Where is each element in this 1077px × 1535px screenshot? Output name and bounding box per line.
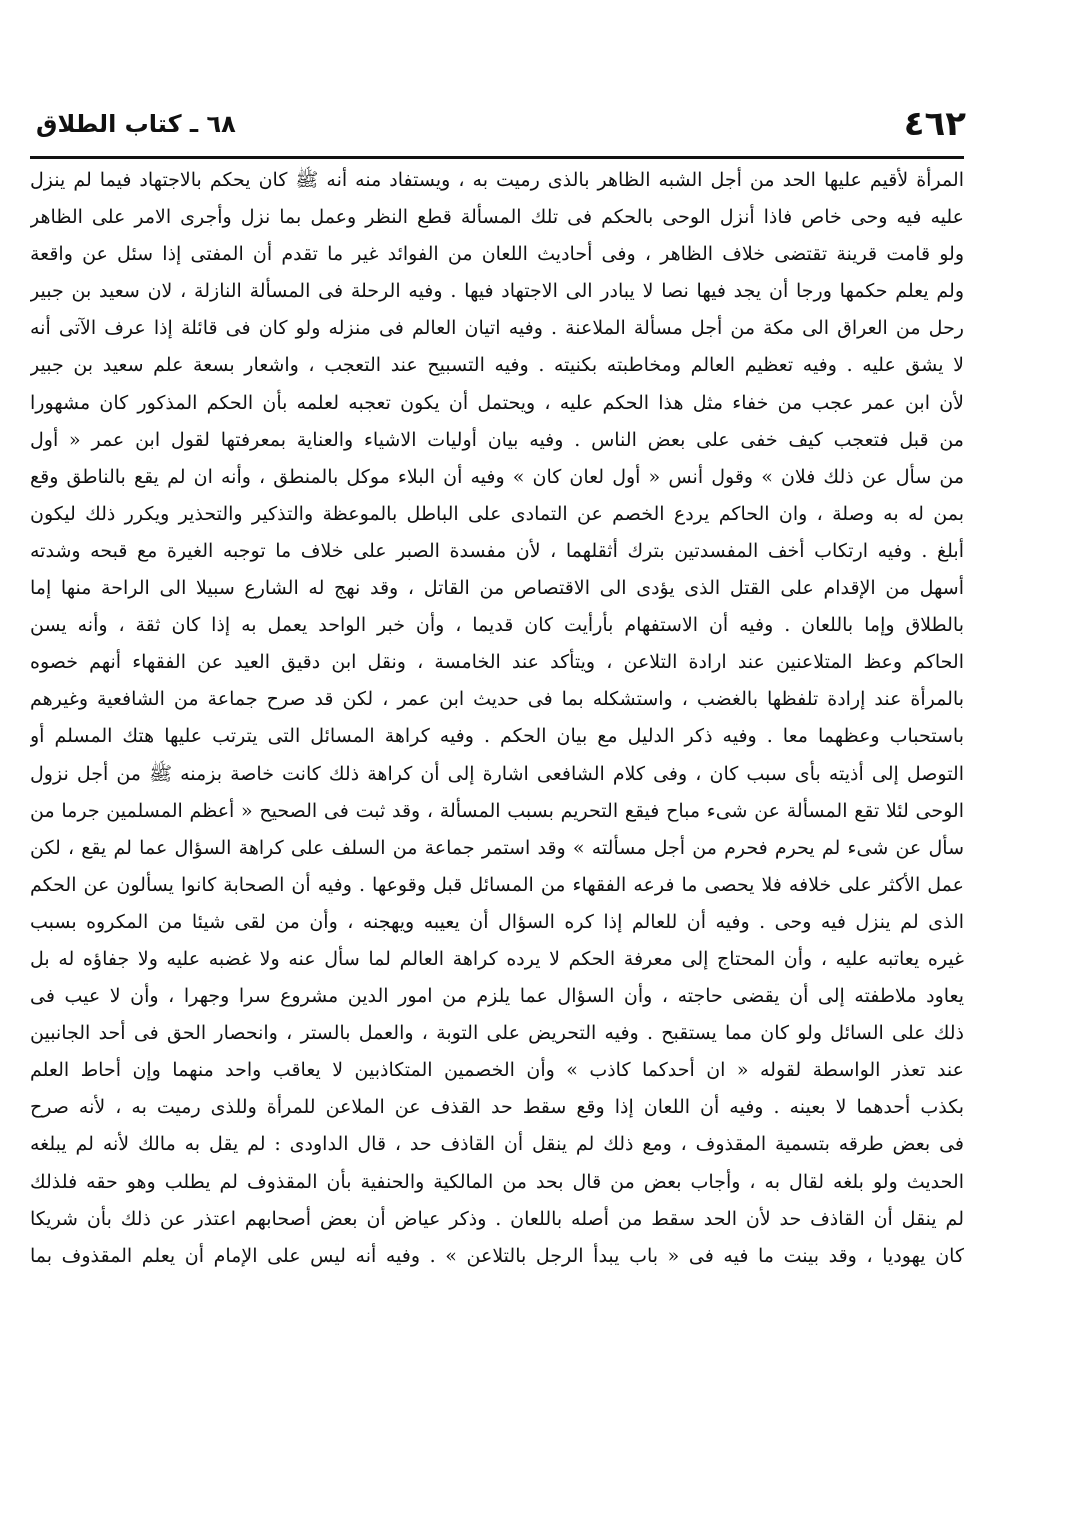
- text-line: لا يشق عليه . وفيه تعظيم العالم ومخاطبته بكنيته . وفيه التسبيح عند التعجب ، واشعار بسعة علم سعيد بن جبير: [30, 354, 964, 377]
- text-line: من سأل عن ذلك فلان » وقول أنس « أول لعان كان » وفيه أن البلاء موكل بالمنطق ، وأنه ان لم يقع بالناطق وقع: [30, 465, 964, 488]
- text-line: عليه فيه وحى خاص فاذا أنزل الوحى بالحكم فى تلك المسألة قطع النظر وعمل بما نزل وأجرى الامر على الظاهر: [30, 206, 964, 229]
- text-line: سأل عن شىء لم يحرم فحرم من أجل مسألته » وقد استمر جماعة من السلف على كراهة السؤال عما لم يقع ، لكن: [30, 836, 964, 859]
- text-line: فى بعض طرقه بتسمية المقذوف ، ومع ذلك لم ينقل أن القاذف حد ، قال الداودى : لم يقل به مالك لأنه لم يبلغه: [30, 1133, 964, 1156]
- text-line: ولو قامت قرينة تقتضى خلاف الظاهر ، وفى أحاديث اللعان من الفوائد غير ما تقدم أن المفتى إذا سئل عن واقعة: [30, 243, 964, 266]
- text-line: عمل الأكثر على خلافه فلا يحصى ما فرعه الفقهاء من المسائل قبل وقوعها . وفيه أن الصحابة كانوا يسألون عن الحكم: [30, 873, 964, 896]
- text-line: عند تعذر الواسطة لقوله « ان أحدكما كاذب » وأن الخصمين المتكاذبين لا يعاقب واحد منهما وإن أحاط العلم: [30, 1059, 964, 1082]
- text-line: الذى لم ينزل فيه وحى . وفيه أن للعالم إذا كره السؤال أن يعيبه ويهجنه ، وأن من لقى شيئا من المكروه بسبب: [30, 910, 964, 933]
- running-title: ٦٨ ـ كتاب الطلاق: [36, 110, 236, 138]
- text-line: بكذب أحدهما لا بعينه . وفيه أن اللعان إذا وقع سقط حد القذف عن الملاعن للمرأة وللذى رميت به ، لأنه صرح: [30, 1096, 964, 1119]
- text-line: الوحى لئلا تقع المسألة عن شىء مباح فيقع التحريم بسبب المسألة ، وقد ثبت فى الصحيح « أعظم المسلمين جرما من: [30, 799, 964, 822]
- text-line: التوصل إلى أذيته بأى سبب كان ، وفى كلام الشافعى اشارة إلى أن كراهة ذلك كانت خاصة بزمنه ﷺ من أجل نزول: [30, 762, 964, 785]
- header-rule: [30, 156, 964, 159]
- text-line: أسهل من الإقدام على القتل الذى يؤدى الى الاقتصاص من القاتل ، وقد نهج له الشارع سبيلا الى الراحة منها إما: [30, 577, 964, 600]
- text-line: من قبل فتعجب كيف خفى على بعض الناس . وفيه بيان أوليات الاشياء والعناية بمعرفتها لقول ابن عمر « أول: [30, 428, 964, 451]
- text-line: رحل من العراق الى مكة من أجل مسألة الملاعنة . وفيه اتيان العالم فى منزله ولو كان فى قائلة إذا عرف الآتى أنه: [30, 317, 964, 340]
- text-line: بالطلاق وإما باللعان . وفيه أن الاستفهام بأرأيت كان قديما ، وأن خبر الواحد يعمل به إذا كان ثقة ، وأنه يسن: [30, 614, 964, 637]
- body-text: [30, 162, 964, 1452]
- text-line: المرأة لأقيم عليها الحد من أجل الشبه الظاهر بالذى رميت به ، ويستفاد منه أنه ﷺ كان يحكم بالاجتهاد فيما لم ينزل: [30, 169, 964, 191]
- text-line: ذلك على السائل ولو كان مما يستقبح . وفيه التحريض على التوبة ، والعمل بالستر ، وانحصار الحق فى أحد الجانبين: [30, 1022, 964, 1045]
- page-number: ٤٦٢: [903, 104, 966, 144]
- page-header: [36, 100, 966, 148]
- text-line: كان يهوديا ، وقد بينت ما فيه فى « باب يبدأ الرجل بالتلاعن » . وفيه أنه ليس على الإمام أن يعلم المقذوف بما: [30, 1244, 964, 1267]
- text-line: الحديث ولو بلغه لقال به ، وأجاب بعض من قال بحد من المالكية والحنفية بأن المقذوف لم يطلب وهو حقه فلذلك: [30, 1170, 964, 1193]
- text-line: يعاود ملاطفته إلى أن يقضى حاجته ، وأن السؤال عما يلزم من امور الدين مشروع سرا وجهرا ، وأن لا عيب فى: [30, 985, 964, 1008]
- text-line: غيره يعاتبه عليه ، وأن المحتاج إلى معرفة الحكم لا يرده كراهة العالم لما سأل عنه ولا غضبه عليه ولا جفاؤه له بل: [30, 947, 964, 970]
- text-line: أبلغ . وفيه ارتكاب أخف المفسدتين بترك أثقلهما ، لأن مفسدة الصبر على خلاف ما توجبه الغيرة مع قبحه وشدته: [30, 539, 964, 562]
- text-line: باستحباب وعظهما معا . وفيه ذكر الدليل مع بيان الحكم . وفيه كراهة المسائل التى يترتب عليها هتك المسلم أو: [30, 725, 964, 748]
- text-line: بالمرأة عند إرادة تلفظها بالغضب ، واستشكله بما فى حديث ابن عمر ، لكن قد صرح جماعة من الشافعية وغيرهم: [30, 688, 964, 711]
- text-line: بمن له به وصلة ، وان الحاكم يردع الخصم عن التمادى على الباطل بالموعظة والتذكير والتحذير ويكرر ذلك ليكون: [30, 502, 964, 525]
- text-line: الحاكم وعظ المتلاعنين عند ارادة التلاعن ، ويتأكد عند الخامسة ، ونقل ابن دقيق العيد عن الفقهاء أنهم خصوه: [30, 651, 964, 674]
- text-line: ولم يعلم حكمها ورجا أن يجد فيها نصا لا يبادر الى الاجتهاد فيها . وفيه الرحلة فى المسألة النازلة ، لان سعيد بن جبير: [30, 280, 964, 303]
- text-line: لم ينقل أن القاذف حد لأن الحد سقط من أصله باللعان . وذكر عياض أن بعض أصحابهم اعتذر عن ذلك بأن شريكا: [30, 1207, 964, 1230]
- text-line: لأن ابن عمر عجب من خفاء مثل هذا الحكم عليه ، ويحتمل أن يكون تعجبه لعلمه بأن الحكم المذكور كان مشهورا: [30, 391, 964, 414]
